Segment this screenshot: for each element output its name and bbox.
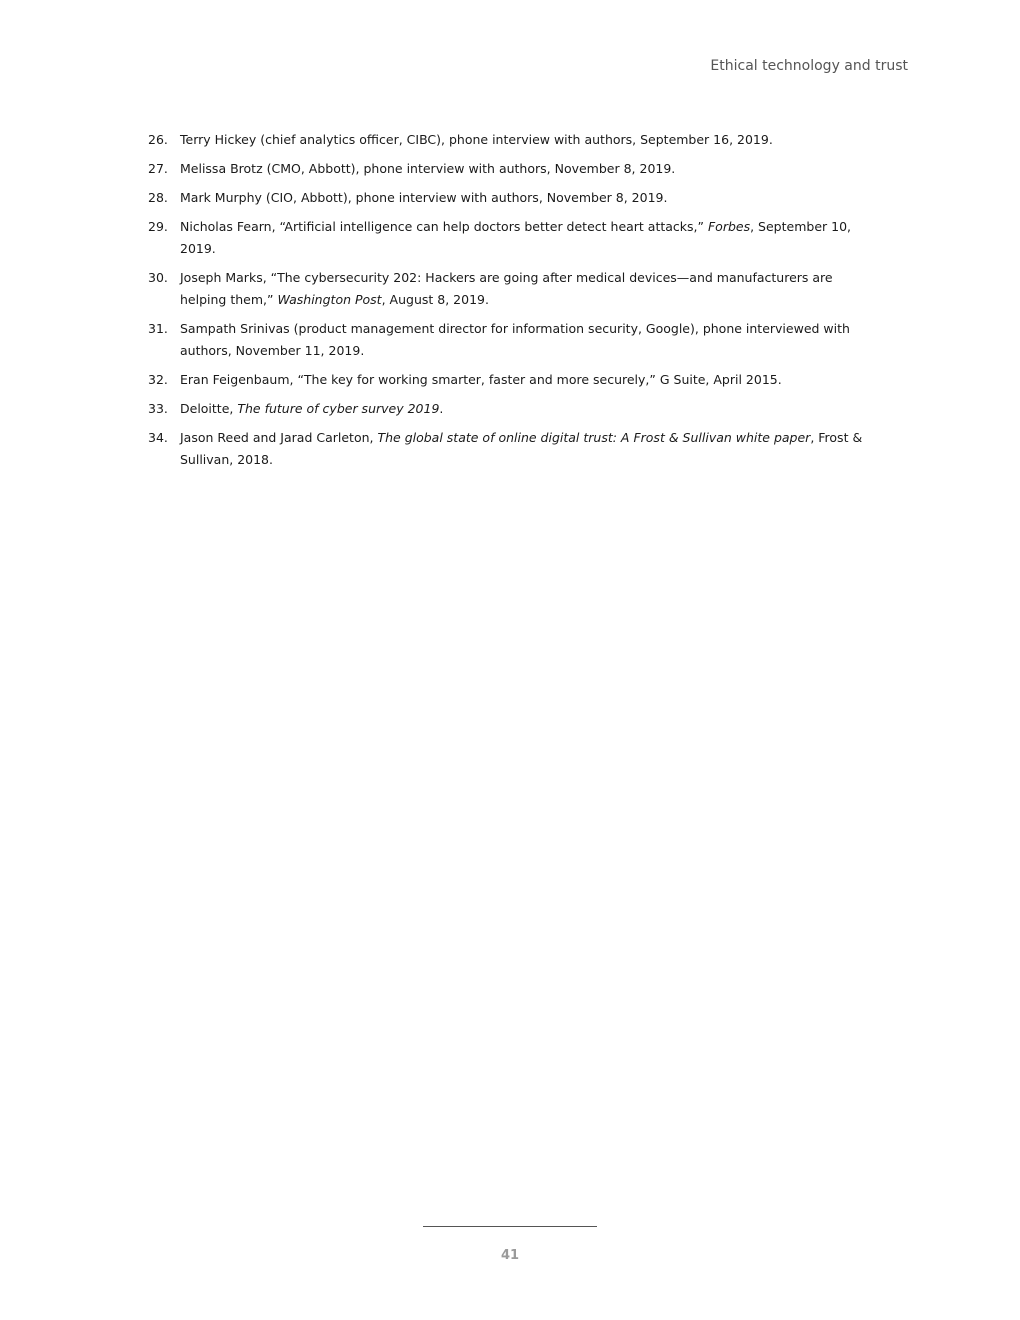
endnote-text [180,190,667,205]
endnote-text-segment: Terry Hickey (chief analytics officer, CIBC), phone interview with authors, September 16, 2019. [180,132,773,147]
endnote-number: 34. [148,430,168,445]
page-number: 41 [500,1248,520,1263]
endnote-text [180,132,773,147]
endnote-text [180,372,782,387]
endnote-text-segment: Nicholas Fearn, “Artificial intelligence can help doctors better detect heart attacks,” [180,219,708,234]
endnote-number: 32. [148,372,168,387]
endnotes-list [148,129,878,478]
endnote-item [148,398,878,420]
endnote-number: 26. [148,132,168,147]
endnote-title-segment: The future of cyber survey 2019 [237,401,440,416]
endnote-text-segment: , September 10, 2019. [180,219,852,256]
endnote-number: 33. [148,401,168,416]
endnote-text-segment: Mark Murphy (CIO, Abbott), phone interview with authors, November 8, 2019. [180,190,668,205]
running-header: Ethical technology and trust [710,58,908,74]
endnote-text [180,219,851,256]
endnote-number: 28. [148,190,168,205]
endnote-text-segment: Eran Feigenbaum, “The key for working smarter, faster and more securely,” G Suite, April 2015. [180,372,782,387]
endnote-number: 30. [148,270,168,285]
endnote-item [148,158,878,180]
endnote-text [180,430,862,467]
endnote-text-segment: Jason Reed and Jarad Carleton, [180,430,378,445]
endnote-text-segment: . [439,401,444,416]
endnote-item [148,427,878,471]
endnote-number: 31. [148,321,168,336]
endnote-item [148,187,878,209]
endnote-text-segment: Joseph Marks, “The cybersecurity 202: Hackers are going after medical devices—and manufacturers are helping them,” [180,270,833,307]
endnote-text-segment: Sampath Srinivas (product management director for information security, Google), phone interviewed with authors, November 11, 2019. [180,321,850,358]
endnote-text [180,401,443,416]
endnote-item [148,129,878,151]
endnote-text [180,321,850,358]
endnote-text [180,161,675,176]
endnote-item [148,318,878,362]
endnote-title-segment: Forbes [707,219,751,234]
endnote-text-segment: Deloitte, [180,401,238,416]
endnote-number: 27. [148,161,168,176]
endnote-number: 29. [148,219,168,234]
endnote-title-segment: Washington Post [277,292,382,307]
endnote-text-segment: , August 8, 2019. [381,292,489,307]
endnote-text-segment: Melissa Brotz (CMO, Abbott), phone interview with authors, November 8, 2019. [180,161,676,176]
footer-divider [423,1226,597,1227]
endnote-text-segment: , Frost & Sullivan, 2018. [180,430,863,467]
endnote-item [148,267,878,311]
endnote-title-segment: The global state of online digital trust: A Frost & Sullivan white paper [377,430,811,445]
endnote-item [148,216,878,260]
endnote-text [180,270,833,307]
endnote-item [148,369,878,391]
